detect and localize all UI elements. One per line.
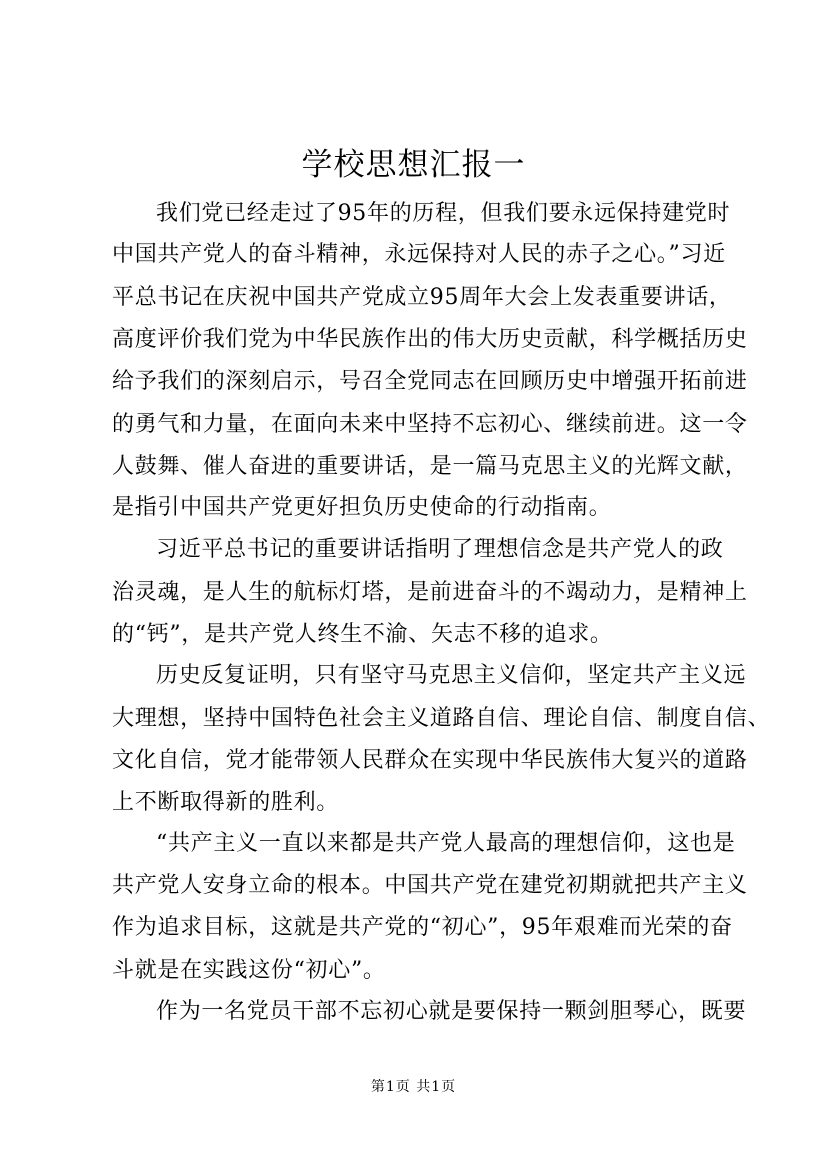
paragraph-line-14: 文化自信，党才能带领人民群众在实现中华民族伟大复兴的道路: [112, 748, 748, 773]
document-title: 学校思想汇报一: [301, 147, 526, 183]
paragraph-line-5: 给予我们的深刻启示，号召全党同志在回顾历史中增强开拓前进: [112, 369, 748, 394]
paragraph-line-9: 习近平总书记的重要讲话指明了理想信念是共产党人的政: [156, 537, 724, 562]
paragraph-line-10: 治灵魂，是人生的航标灯塔，是前进奋斗的不竭动力，是精神上: [112, 580, 748, 605]
paragraph-line-16: “共产主义一直以来都是共产党人最高的理想信仰，这也是: [156, 831, 736, 856]
paragraph-line-7: 人鼓舞、催人奋进的重要讲话，是一篇马克思主义的光辉文献，: [112, 454, 748, 479]
page-number-footer: 第1页 共1页: [370, 1079, 457, 1095]
paragraph-line-20: 作为一名党员干部不忘初心就是要保持一颗剑胆琴心，既要: [156, 999, 747, 1024]
paragraph-line-17: 共产党人安身立命的根本。中国共产党在建党初期就把共产主义: [112, 873, 748, 898]
paragraph-line-4: 高度评价我们党为中华民族作出的伟大历史贡献，科学概括历史: [112, 327, 748, 352]
paragraph-line-8: 是指引中国共产党更好担负历史使命的行动指南。: [112, 495, 612, 520]
paragraph-line-3: 平总书记在庆祝中国共产党成立95周年大会上发表重要讲话，: [112, 285, 732, 310]
paragraph-line-15: 上不断取得新的胜利。: [112, 790, 340, 815]
paragraph-line-1: 我们党已经走过了95年的历程，但我们要永远保持建党时: [156, 201, 731, 226]
paragraph-line-13: 大理想，坚持中国特色社会主义道路自信、理论自信、制度自信、: [112, 706, 771, 731]
paragraph-line-6: 的勇气和力量，在面向未来中坚持不忘初心、继续前进。这一令: [112, 412, 748, 437]
paragraph-line-2: 中国共产党人的奋斗精神，永远保持对人民的赤子之心。”习近: [112, 242, 726, 267]
paragraph-line-12: 历史反复证明，只有坚守马克思主义信仰，坚定共产主义远: [156, 663, 747, 688]
paragraph-line-11: 的“钙”，是共产党人终生不渝、矢志不移的追求。: [112, 622, 613, 647]
paragraph-line-19: 斗就是在实践这份“初心”。: [112, 958, 386, 983]
paragraph-line-18: 作为追求目标，这就是共产党的“初心”，95年艰难而光荣的奋: [112, 915, 733, 940]
